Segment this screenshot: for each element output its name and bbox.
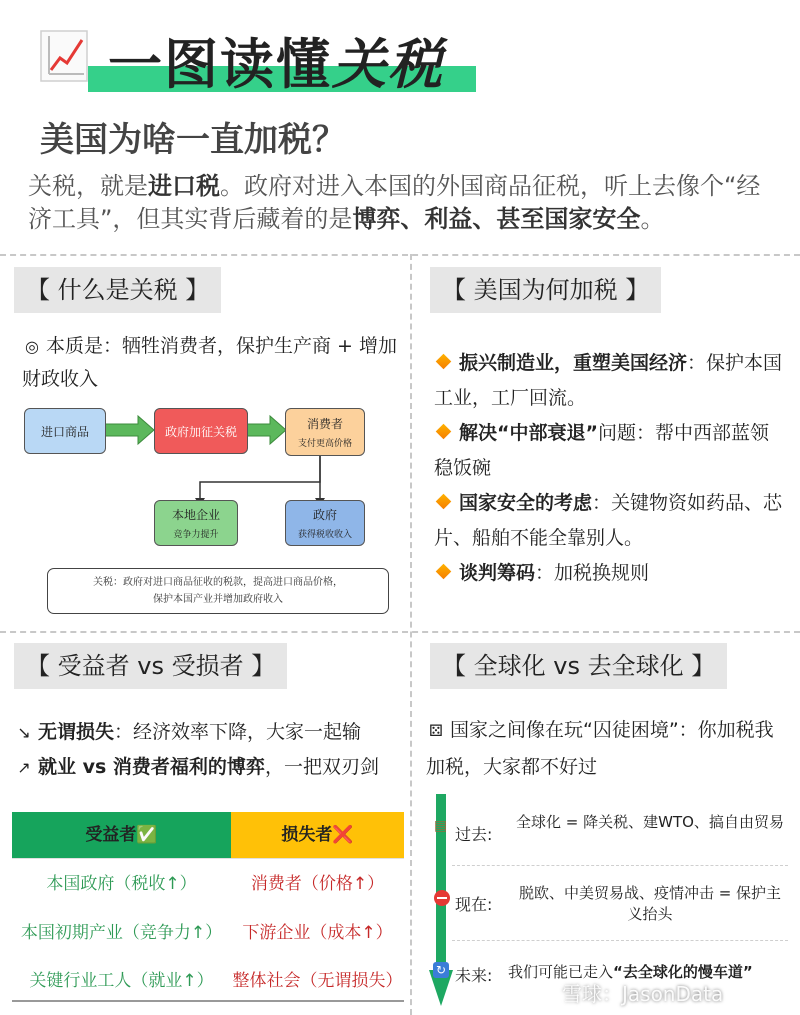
why-reason-list (434, 346, 786, 591)
intro-paragraph: 关税，就是进口税。政府对进入本国的外国商品征税，听上去像个“经济工具”，但其实背后藏着的是博弈、利益、甚至国家安全。 (28, 172, 761, 233)
flow-government: 政府 获得税收收入 (285, 500, 365, 546)
dice-icon: ⚄ (429, 721, 443, 740)
gain-column-header: 受益者✅ (12, 812, 231, 858)
section-header-winners: 【 受益者 vs 受损者 】 (14, 643, 287, 689)
chart-increasing-icon: ↗ (17, 758, 31, 777)
chart-increasing-icon (40, 30, 88, 82)
timeline-text-future: 我们可能已走入“去全球化的慢车道” (508, 963, 753, 981)
flow-consumer: 消费者 支付更高价格 (285, 408, 365, 456)
timeline-text-past: 全球化 = 降关税、建WTO、搞自由贸易 (516, 813, 784, 831)
loss-column-header: 损失者❌ (231, 812, 404, 858)
why-reason-item: 国家安全的考虑：关键物资如药品、芯片、船舶不能全靠别人。 (434, 492, 783, 549)
timeline-label-now: 现在: (455, 895, 493, 914)
flow-gov-tariff: 政府加征关税 (154, 408, 248, 454)
timeline-label-future: 未来: (455, 966, 493, 985)
watermark: 雪球：JasonData (562, 982, 724, 1006)
prisoners-dilemma-text: ⚄ 国家之间像在玩“囚徒困境”：你加税我加税，大家都不好过 (426, 712, 790, 785)
chart-decreasing-icon: ↘ (17, 723, 31, 742)
why-reason-item: 谈判筹码：加税换规则 (434, 556, 786, 591)
table-bottom-rule (12, 1000, 404, 1002)
no-entry-icon (434, 890, 450, 906)
divider-middle (0, 631, 800, 633)
jobs-vs-welfare-line: ↗ 就业 vs 消费者福利的博弈，一把双刃剑 (14, 751, 379, 784)
table-cell-gain: 本国政府（税收↑） (46, 874, 197, 894)
deadweight-loss-line: ↘ 无谓损失：经济效率下降，大家一起输 (14, 716, 361, 749)
why-reason-item: 振兴制造业，重塑美国经济：保护本国工业，工厂回流。 (434, 352, 783, 409)
essence-text: ◎ 本质是：牺牲消费者，保护生产商 + 增加财政收入 (22, 330, 400, 396)
orange-diamond-icon (436, 354, 452, 370)
table-cell-loss: 整体社会（无谓损失） (232, 971, 403, 991)
target-icon: ◎ (25, 337, 39, 356)
timeline-separator (452, 865, 788, 866)
table-cell-gain: 本国初期产业（竞争力↑） (20, 923, 223, 943)
divider-top (0, 254, 800, 256)
tariff-definition-note: 关税：政府对进口商品征收的税款，提高进口商品价格， 保护本国产业并增加政府收入 (47, 568, 389, 614)
orange-diamond-icon (436, 564, 452, 580)
table-header-rule (12, 858, 404, 859)
section-header-what: 【 什么是关税 】 (14, 267, 221, 313)
divider-vertical (410, 254, 412, 1015)
table-cell-loss: 消费者（价格↑） (250, 874, 385, 894)
table-cell-gain: 关键行业工人（就业↑） (29, 971, 214, 991)
table-cell-loss: 下游企业（成本↑） (242, 923, 393, 943)
page-title: 一图读懂关税 (108, 33, 444, 96)
timeline-text-now: 脱欧、中美贸易战、疫情冲击 = 保护主义抬头 (518, 884, 782, 923)
section-header-global: 【 全球化 vs 去全球化 】 (430, 643, 727, 689)
timeline-separator (452, 940, 788, 941)
flow-local-business: 本地企业 竞争力提升 (154, 500, 238, 546)
why-reason-item: 解决“中部衰退”问题：帮中西部蓝领稳饭碗 (434, 422, 769, 479)
section-header-why: 【 美国为何加税 】 (430, 267, 661, 313)
page-subtitle: 美国为啥一直加税？ (40, 120, 346, 160)
orange-diamond-icon (436, 494, 452, 510)
scroll-icon: ▤ (434, 818, 448, 834)
timeline-label-past: 过去: (455, 825, 493, 844)
orange-diamond-icon (436, 424, 452, 440)
flow-import-goods: 进口商品 (24, 408, 106, 454)
cycle-icon: ↻ (433, 962, 449, 978)
